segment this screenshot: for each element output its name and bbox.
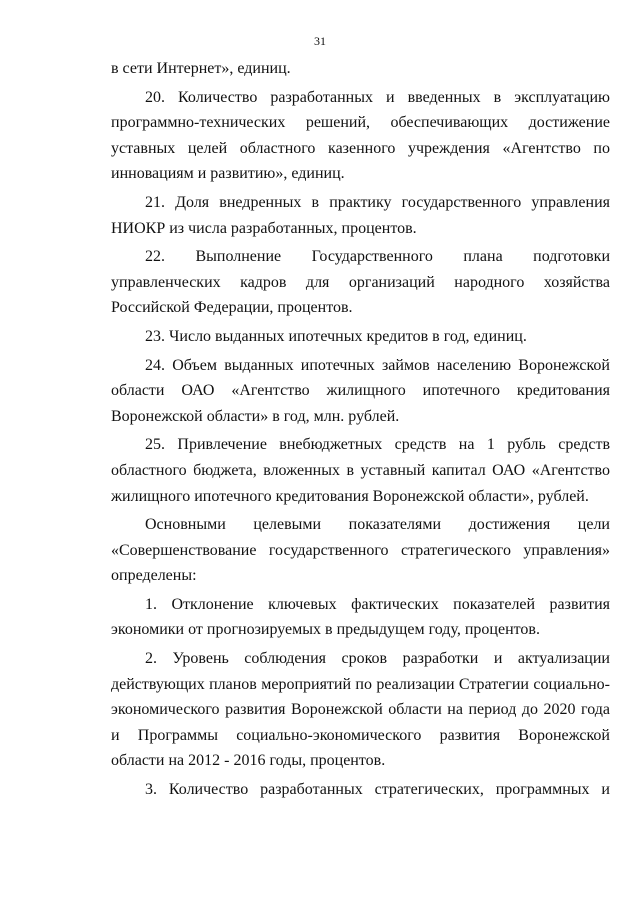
paragraph-item-22: 22. Выполнение Государственного плана подготовки управленческих кадров для организаций народного хозяйства Российской Федерации, процентов. (111, 248, 610, 317)
document-body (111, 56, 610, 806)
paragraph-item-20: 20. Количество разработанных и введенных в эксплуатацию программно-технических решений, обеспечивающих достижение уставных целей областного казенного учреждения «Агентство по инновациям и развитию», единиц. (111, 88, 610, 183)
paragraph-goal-item-3: 3. Количество разработанных стратегических, программных и (145, 781, 610, 799)
paragraph-goal-item-2: 2. Уровень соблюдения сроков разработки и актуализации действующих планов мероприятий по реализации Стратегии социально-экономического развития Воронежской области на период до 2020 года и Программы социально-экономического развития Воронежской области на 2012 - 2016 годы, процентов. (111, 650, 610, 770)
paragraph-continuation: в сети Интернет», единиц. (111, 60, 291, 77)
paragraph-item-21: 21. Доля внедренных в практику государственного управления НИОКР из числа разработанных, процентов. (111, 193, 610, 237)
page-number: 31 (314, 34, 326, 48)
paragraph-item-25: 25. Привлечение внебюджетных средств на 1 рубль средств областного бюджета, вложенных в уставный капитал ОАО «Агентство жилищного ипотечного кредитования Воронежской области», рублей. (111, 436, 610, 505)
paragraph-goal-item-1: 1. Отклонение ключевых фактических показателей развития экономики от прогнозируемых в предыдущем году, процентов. (111, 595, 610, 639)
paragraph-goal-intro: Основными целевыми показателями достижения цели «Совершенствование государственного стратегического управления» определены: (111, 516, 610, 585)
paragraph-item-23: 23. Число выданных ипотечных кредитов в год, единиц. (145, 327, 527, 345)
paragraph-item-24: 24. Объем выданных ипотечных займов населению Воронежской области ОАО «Агентство жилищного ипотечного кредитования Воронежской области» в год, млн. рублей. (111, 356, 610, 425)
